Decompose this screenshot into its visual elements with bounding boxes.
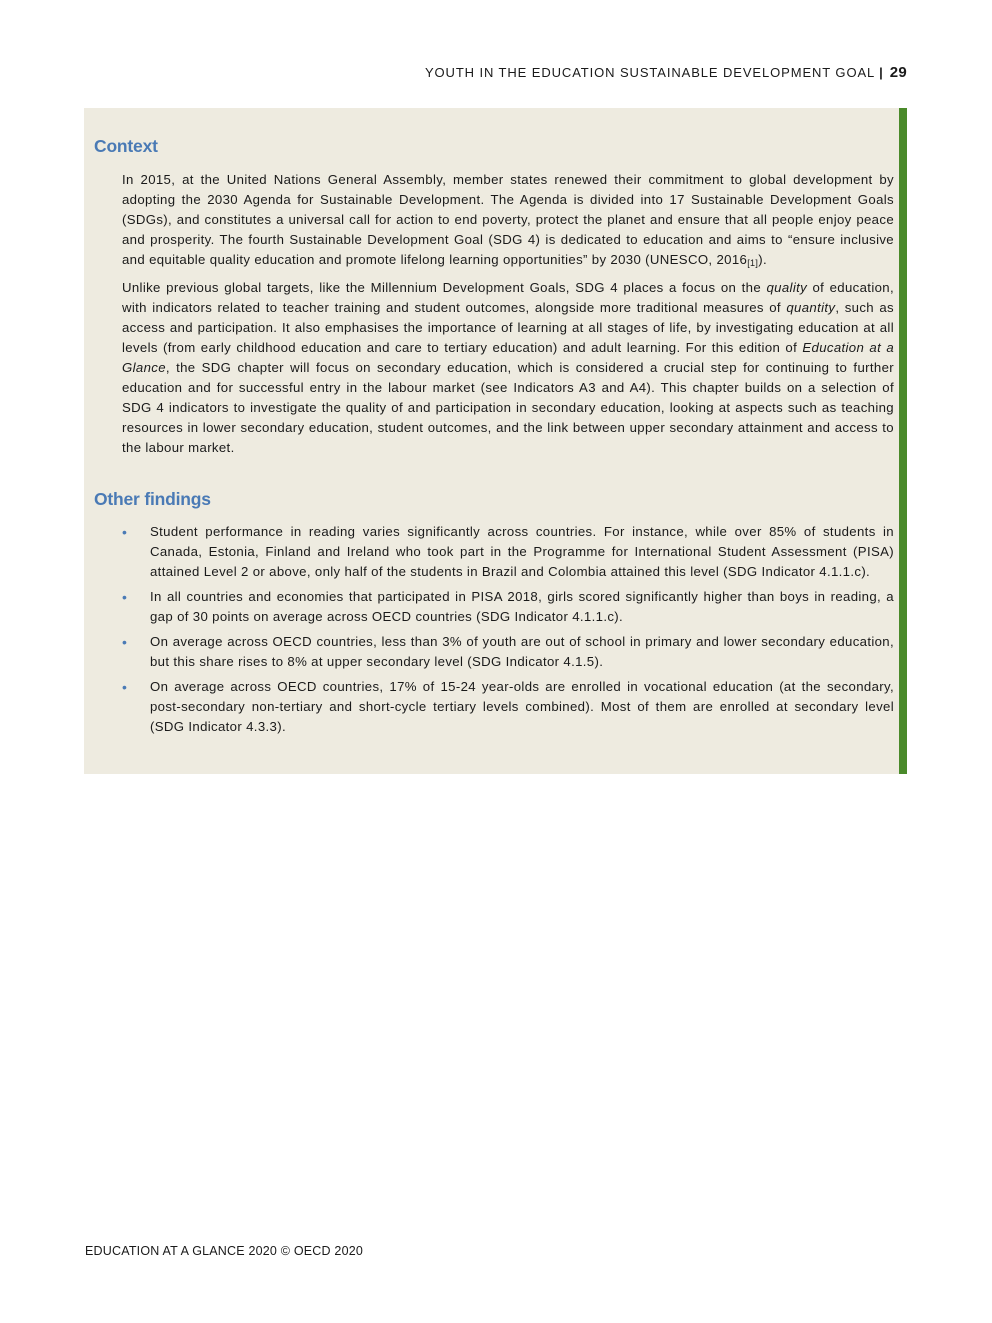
running-header bbox=[425, 64, 907, 81]
citation-reference[interactable]: [1] bbox=[747, 258, 759, 268]
running-title: YOUTH IN THE EDUCATION SUSTAINABLE DEVELOPMENT GOAL bbox=[424, 65, 876, 80]
finding-item: • Student performance in reading varies significantly across countries. For instance, while over 85% of students in Canada, Estonia, Finland and Ireland who took part in the Programme for International Student Assessment (PISA) attained Level 2 or above, only half of the students in Brazil and Colombia attained this level (SDG Indicator 4.1.1.c). bbox=[122, 524, 894, 579]
other-findings-heading: Other findings bbox=[94, 489, 211, 509]
bullet-icon: • bbox=[122, 589, 128, 605]
header-separator: | bbox=[879, 65, 884, 80]
context-box bbox=[84, 108, 907, 774]
page-number: 29 bbox=[889, 64, 907, 81]
context-paragraph-2: Unlike previous global targets, like the Millennium Development Goals, SDG 4 places a focus on the quality of education, with indicators related to teacher training and student outcomes, alongside more traditional measures of quantity, such as access and participation. It also emphasises the importance of learning at all stages of life, by investigating education at all levels (from early childhood education and care to tertiary education) and adult learning. For this edition of Education at a Glance, the SDG chapter will focus on secondary education, which is considered a crucial step for continuing to further education and for successful entry in the labour market (see Indicators A3 and A4). This chapter builds on a selection of SDG 4 indicators to investigate the quality of and participation in secondary education, looking at aspects such as teaching resources in lower secondary education, student outcomes, and the link between upper secondary attainment and access to the labour market. bbox=[122, 280, 894, 455]
page-footer: EDUCATION AT A GLANCE 2020 © OECD 2020 bbox=[85, 1244, 364, 1258]
finding-item: • On average across OECD countries, less than 3% of youth are out of school in primary and lower secondary education, but this share rises to 8% at upper secondary level (SDG Indicator 4.1.5). bbox=[122, 634, 894, 669]
bullet-icon: • bbox=[122, 524, 128, 540]
bullet-icon: • bbox=[122, 679, 128, 695]
context-body bbox=[122, 170, 894, 463]
bullet-icon: • bbox=[122, 634, 128, 650]
finding-item: • On average across OECD countries, 17% of 15-24 year-olds are enrolled in vocational education (at the secondary, post-secondary non-tertiary and short-cycle tertiary levels combined). Most of them are enrolled at secondary level (SDG Indicator 4.3.3). bbox=[122, 679, 894, 734]
context-paragraph-1: In 2015, at the United Nations General Assembly, member states renewed their commitment to global development by adopting the 2030 Agenda for Sustainable Development. The Agenda is divided into 17 Sustainable Development Goals (SDGs), and constitutes a universal call for action to end poverty, protect the planet and ensure that all people enjoy peace and prosperity. The fourth Sustainable Development Goal (SDG 4) is dedicated to education and aims to “ensure inclusive and equitable quality education and promote lifelong learning opportunities” by 2030 (UNESCO, 2016[1]). bbox=[122, 172, 894, 268]
findings-list bbox=[122, 522, 894, 742]
context-heading: Context bbox=[94, 136, 158, 156]
finding-item: • In all countries and economies that participated in PISA 2018, girls scored significantly higher than boys in reading, a gap of 30 points on average across OECD countries (SDG Indicator 4.1.1.c). bbox=[122, 589, 894, 624]
